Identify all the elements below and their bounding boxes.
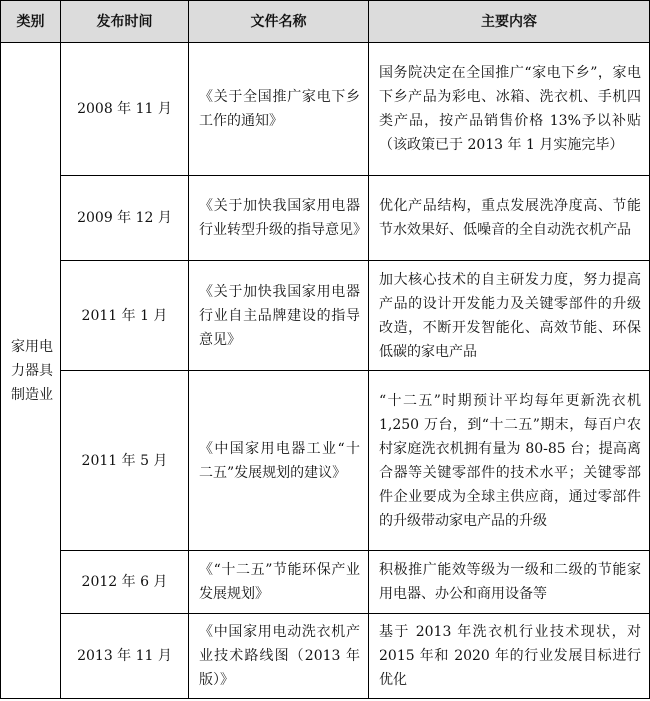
header-content: 主要内容 [369,1,650,43]
document-name-cell: 《关于加快我国家用电器行业自主品牌建设的指导意见》 [189,261,369,371]
table-row [1,614,650,699]
date-cell: 2009 年 12 月 [61,176,189,261]
document-name-cell: 《“十二五”节能环保产业发展规划》 [189,551,369,614]
date-cell: 2012 年 6 月 [61,551,189,614]
date-cell: 2011 年 1 月 [61,261,189,371]
document-name-cell: 《关于全国推广家电下乡工作的通知》 [189,43,369,176]
document-name-cell: 《中国家用电器工业“十二五”发展规划的建议》 [189,371,369,551]
table-row [1,43,650,176]
category-cell: 家用电力器具制造业 [1,43,61,699]
content-cell: 加大核心技术的自主研发力度，努力提高产品的设计开发能力及关键零部件的升级改造，不断开发智能化、高效节能、环保低碳的家电产品 [369,261,650,371]
header-category: 类别 [1,1,61,43]
table-row [1,551,650,614]
document-name-cell: 《中国家用电动洗衣机产业技术路线图（2013 年版）》 [189,614,369,699]
date-cell: 2011 年 5 月 [61,371,189,551]
header-row [1,1,650,43]
content-cell: 积极推广能效等级为一级和二级的节能家用电器、办公和商用设备等 [369,551,650,614]
header-date: 发布时间 [61,1,189,43]
table-row [1,371,650,551]
table-row [1,176,650,261]
date-cell: 2008 年 11 月 [61,43,189,176]
table-row [1,261,650,371]
content-cell: 基于 2013 年洗衣机行业技术现状，对 2015 年和 2020 年的行业发展目标进行优化 [369,614,650,699]
document-name-cell: 《关于加快我国家用电器行业转型升级的指导意见》 [189,176,369,261]
date-cell: 2013 年 11 月 [61,614,189,699]
content-cell: 优化产品结构，重点发展洗净度高、节能节水效果好、低噪音的全自动洗衣机产品 [369,176,650,261]
content-cell: 国务院决定在全国推广“家电下乡”，家电下乡产品为彩电、冰箱、洗衣机、手机四类产品，按产品销售价格 13%予以补贴（该政策已于 2013 年 1 月实施完毕） [369,43,650,176]
header-name: 文件名称 [189,1,369,43]
content-cell: “十二五”时期预计平均每年更新洗衣机 1,250 万台，到“十二五”期末，每百户农村家庭洗衣机拥有量为 80-85 台；提高离合器等关键零部件的技术水平；关键零部件企业要成为全球主供应商，通过零部件的升级带动家电产品的升级 [369,371,650,551]
